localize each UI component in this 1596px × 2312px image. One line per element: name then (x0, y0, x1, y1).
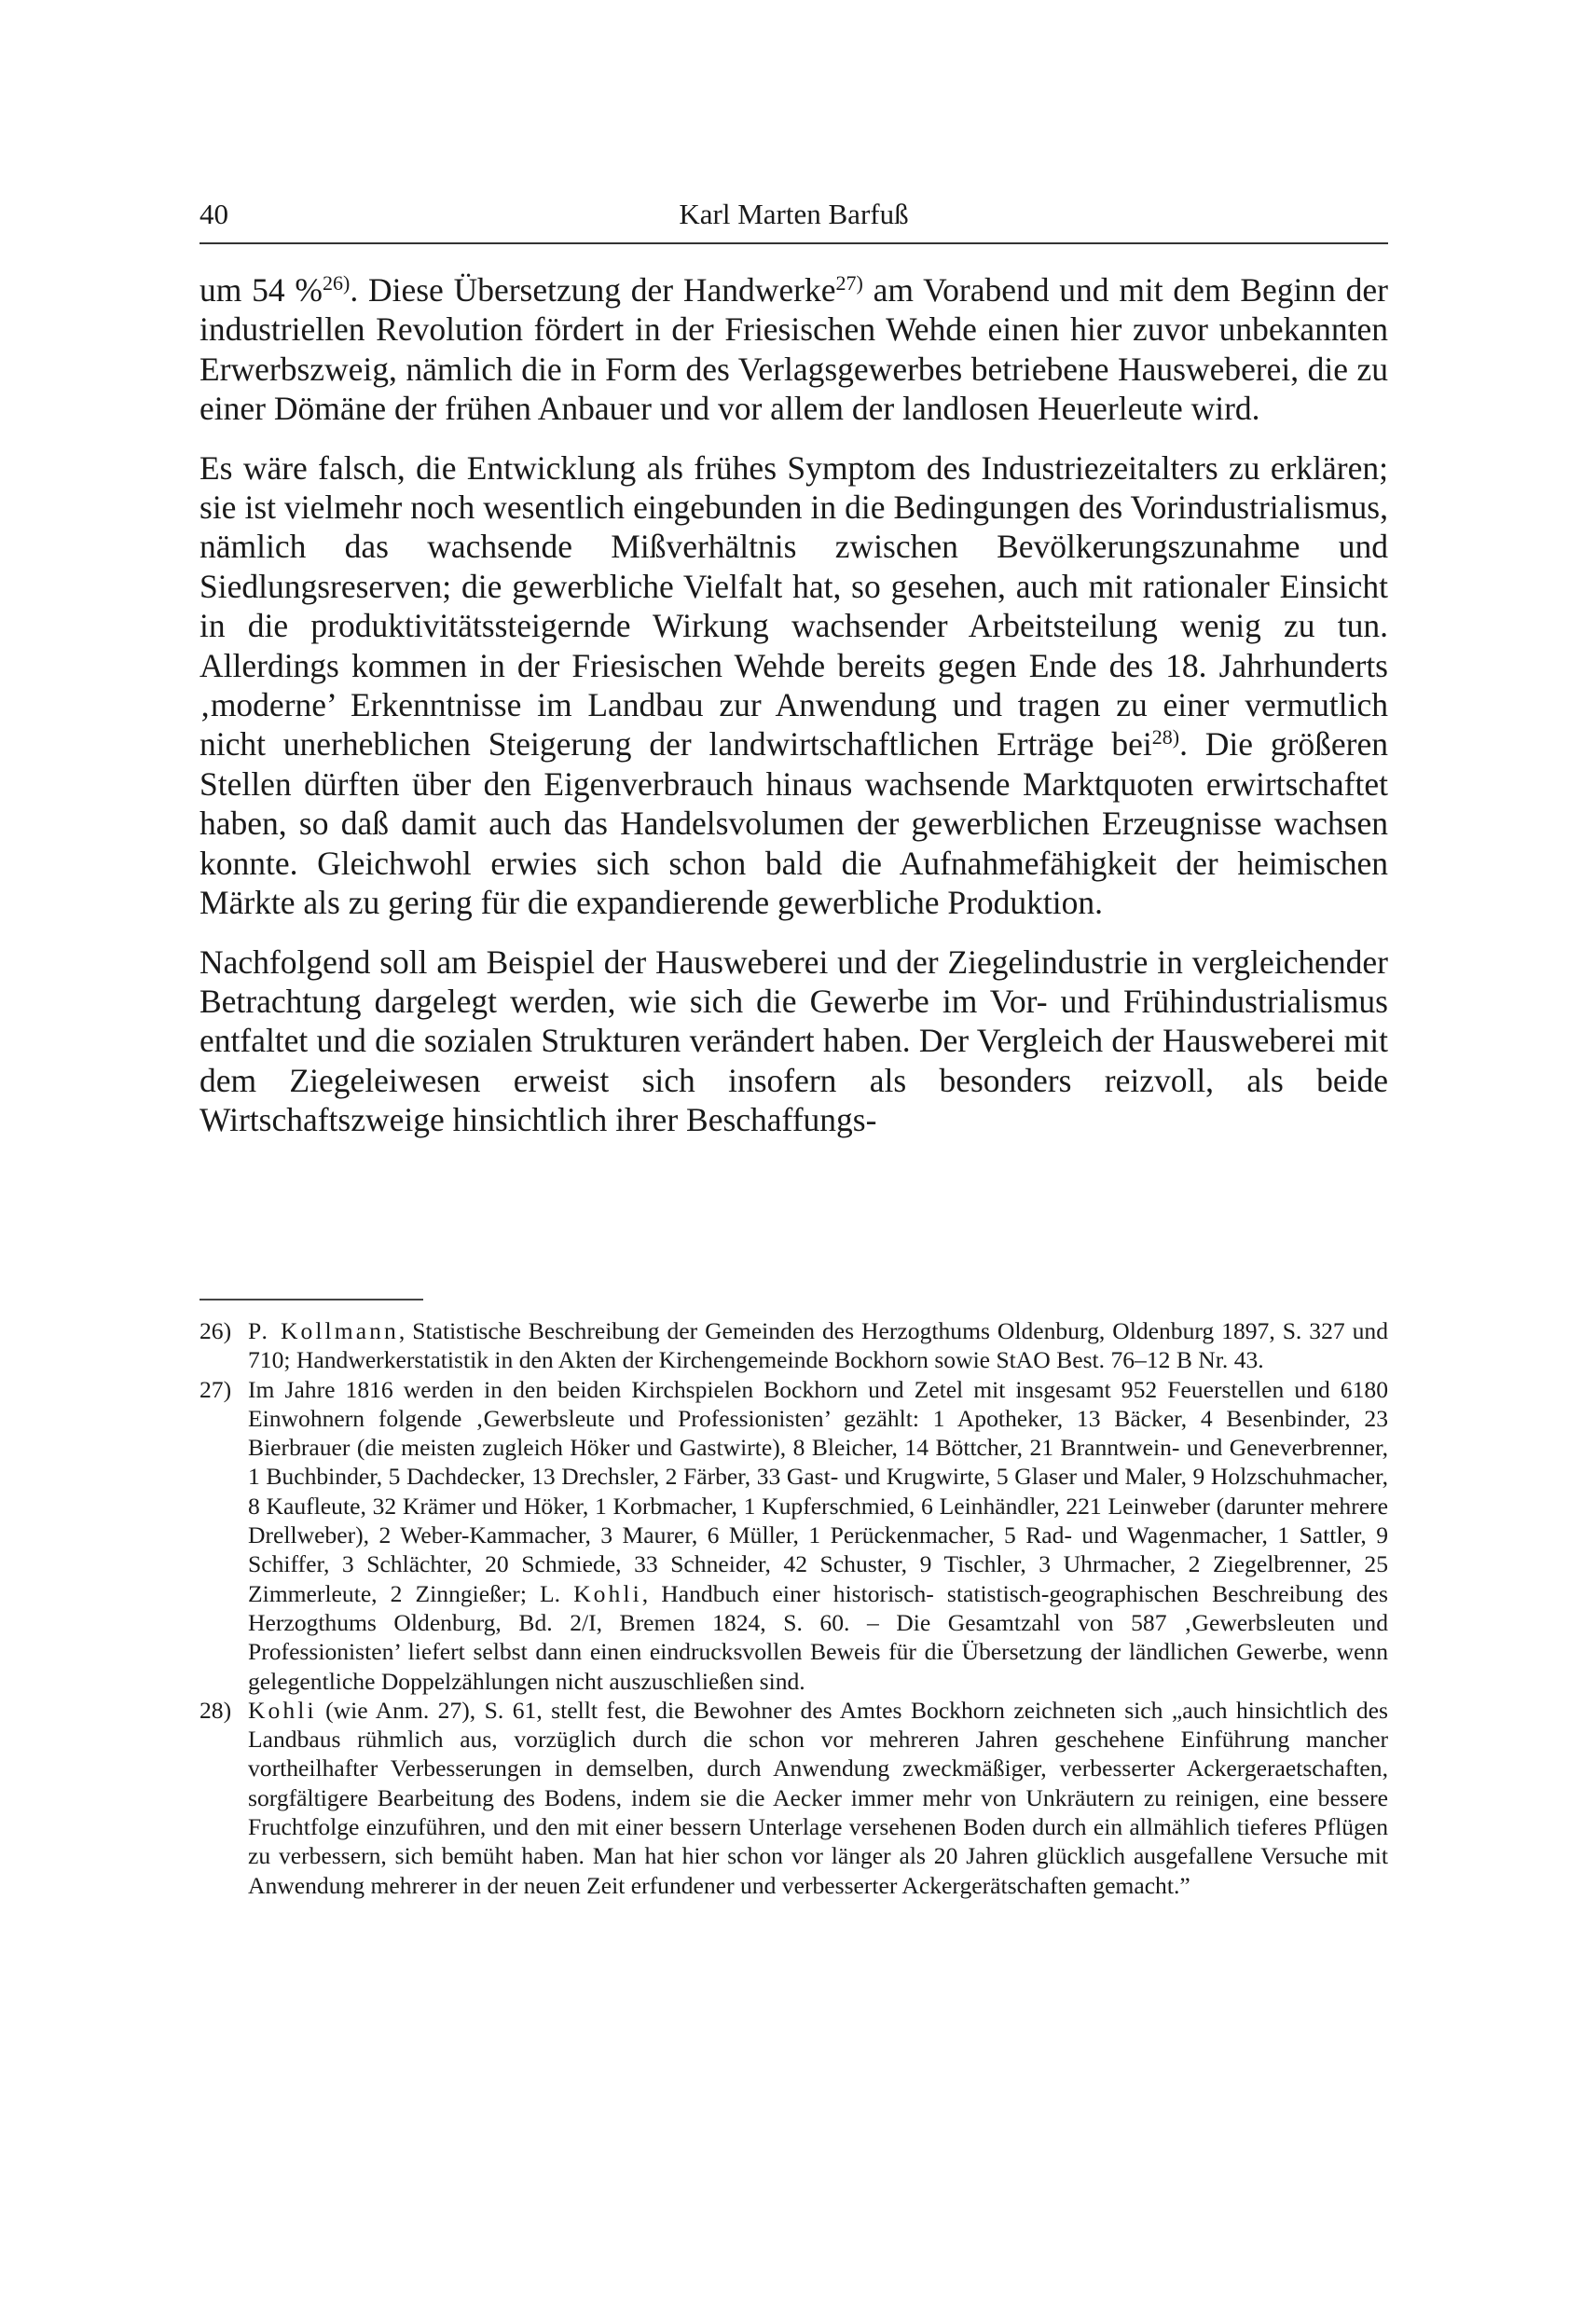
paragraph-1 (200, 270, 1388, 429)
footnotes (200, 1316, 1388, 1900)
body-text (200, 270, 1388, 1140)
paragraph-3: Nachfolgend soll am Beispiel der Hausweberei und der Ziegelindustrie in vergleichender Betrachtung dargelegt werden, wie sich die Gewerbe im Vor- und Frühindustrialismus entfaltet und die sozialen Strukturen verändert haben. Der Vergleich der Hausweberei mit dem Ziegeleiwesen erweist sich insofern als besonders reizvoll, als beide Wirtschaftszweige hinsichtlich ihrer Beschaffungs- (200, 943, 1388, 1139)
footnote-28 (200, 1696, 1388, 1900)
header-rule (200, 242, 1388, 244)
footnote-28-text: (wie Anm. 27), S. 61, stellt fest, die Bewohner des Amtes Bockhorn zeichneten sich „auch hinsichtlich des Landbaus rühmlich aus, vorzüglich durch die schon vor mehreren Jahren geschehene Einführung mancher vortheilhafter Verbesserungen in demselben, durch Anwendung zweckmäßiger, verbesserter Ackergeraetschaften, sorgfältigere Bearbeitung des Bodens, indem sie die Aecker immer mehr von Unkräutern zu reinigen, eine bessere Fruchtfolge einzuführen, und den mit einer bessern Unterlage versehenen Boden durch ein allmählich tieferes Pflügen zu verbessern, sich bemüht haben. Man hat hier schon vor länger als 20 Jahren glücklich ausgefallene Versuche mit Anwendung mehrerer in der neuen Zeit erfundener und verbesserter Ackergerätschaften gemacht.” (248, 1696, 1388, 1899)
footnote-27-mark: 27) (200, 1375, 232, 1403)
running-head (200, 191, 1388, 238)
footnote-27 (200, 1375, 1388, 1696)
footnote-27-text-b: , Handbuch einer historisch- statistisch-geographischen Beschreibung des Herzogthums Oldenburg, Bd. 2/I, Bremen 1824, S. 60. – Die Gesamtzahl von 587 ‚Gewerbsleuten und Professionisten’ liefert selbst dann einen eindrucksvollen Beweis für die Übersetzung der ländlichen Gewerbe, wenn gelegentliche Doppelzählungen nicht auszuschließen sind. (248, 1579, 1388, 1695)
paragraph-2-text-a: Es wäre falsch, die Entwicklung als frühes Symptom des Industriezeitalters zu erklären; sie ist vielmehr noch wesentlich eingebunden in die Bedingungen des Vorindustrialismus, nämlich das wachsende Mißverhältnis zwischen Bevölkerungszunahme und Siedlungsreserven; die gewerbliche Vielfalt hat, so gesehen, auch mit rationaler Einsicht in die produktivitätssteigernde Wirkung wachsender Arbeitsteilung wenig zu tun. Allerdings kommen in der Friesischen Wehde bereits gegen Ende des 18. Jahrhunderts ‚moderne’ Erkenntnisse im Landbau zur Anwendung und tragen zu einer vermutlich nicht unerheblichen Steigerung der landwirtschaftlichen Erträge bei (200, 448, 1388, 764)
paragraph-1-text-c: am Vorabend und mit dem Beginn der industriellen Revolution fördert in der Friesischen Wehde einen hier zuvor unbekannten Erwerbszweig, nämlich die in Form des Verlagsgewerbes betriebene Hausweberei, die zu einer Dömäne der frühen Anbauer und vor allem der landlosen Heuerleute wird. (200, 271, 1388, 428)
footnote-ref-26[interactable]: 26) (323, 270, 351, 295)
paragraph-2 (200, 448, 1388, 923)
footnote-rule (200, 1299, 423, 1300)
footnote-26-author: P. Kollmann (248, 1317, 399, 1344)
footnote-26 (200, 1316, 1388, 1375)
page-number: 40 (200, 198, 228, 230)
paragraph-1-text-a: um 54 % (200, 271, 323, 309)
footnote-26-mark: 26) (200, 1317, 232, 1344)
footnote-ref-27[interactable]: 27) (835, 270, 863, 295)
footnote-26-text: , Statistische Beschreibung der Gemeinden des Herzogthums Oldenburg, Oldenburg 1897, S. 327 und 710; Handwerkerstatistik in den Akten der Kirchengemeinde Bockhorn sowie StAO Best. 76–12 B Nr. 43. (248, 1317, 1388, 1374)
paragraph-1-text-b: . Diese Übersetzung der Handwerke (350, 271, 836, 309)
footnote-28-mark: 28) (200, 1696, 232, 1724)
footnote-28-author: Kohli (248, 1696, 317, 1724)
footnote-27-text-a: Im Jahre 1816 werden in den beiden Kirchspielen Bockhorn und Zetel mit insgesamt 952 Feuerstellen und 6180 Einwohnern folgende ‚Gewerbsleute und Professionisten’ gezählt: 1 Apotheker, 13 Bäcker, 4 Besenbinder, 23 Bierbrauer (die meisten zugleich Höker und Gastwirte), 8 Bleicher, 14 Böttcher, 21 Branntwein- und Geneverbrenner, 1 Buchbinder, 5 Dachdecker, 13 Drechsler, 2 Färber, 33 Gast- und Krugwirte, 5 Glaser und Maler, 9 Holzschuhmacher, 8 Kaufleute, 32 Krämer und Höker, 1 Korbmacher, 1 Kupferschmied, 6 Leinhändler, 221 Leinweber (darunter mehrere Drellweber), 2 Weber-Kammacher, 3 Maurer, 6 Müller, 1 Perückenmacher, 5 Rad- und Wagenmacher, 1 Sattler, 9 Schiffer, 3 Schlächter, 20 Schmiede, 33 Schneider, 42 Schuster, 9 Tischler, 3 Uhrmacher, 2 Ziegelbrenner, 25 Zimmerleute, 2 Zinngießer; L. (248, 1375, 1388, 1607)
footnote-27-author: Kohli (573, 1579, 642, 1607)
paragraph-2-text-b: . Die größeren Stellen dürften über den Eigenverbrauch hinaus wachsende Marktquoten erwirtschaftet haben, so daß damit auch das Handelsvolumen der gewerblichen Erzeugnisse wachsen konnte. Gleichwohl erwies sich schon bald die Aufnahmefähigkeit der heimischen Märkte als zu gering für die expandierende gewerbliche Produktion. (200, 725, 1388, 922)
footnote-ref-28[interactable]: 28) (1151, 725, 1180, 750)
running-title: Karl Marten Barfuß (679, 198, 909, 230)
running-head-container (200, 191, 1388, 238)
